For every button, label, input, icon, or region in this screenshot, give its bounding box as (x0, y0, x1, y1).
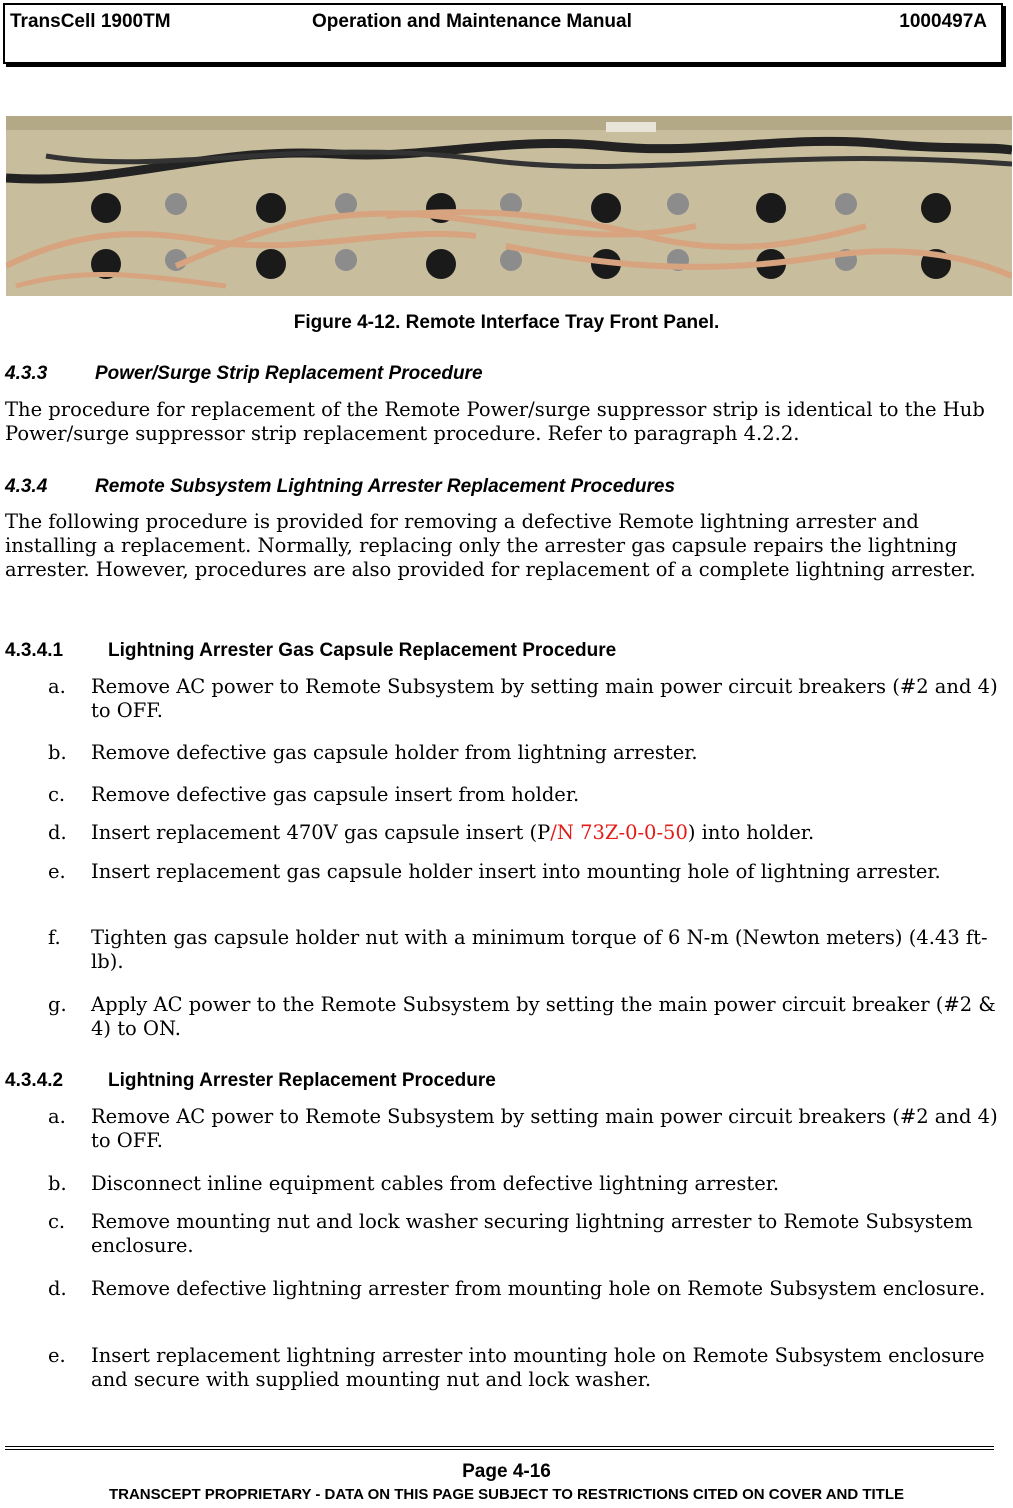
header-manual-title: Operation and Maintenance Manual (312, 11, 632, 32)
footer-rule (5, 1449, 994, 1450)
section-heading-4-3-3 (5, 363, 483, 385)
section-heading-4-3-4 (5, 476, 675, 498)
footer-rule (5, 1446, 994, 1447)
section-title: Power/Surge Strip Replacement Procedure (95, 363, 483, 384)
header-doc-number: 1000497A (899, 11, 987, 32)
section-title: Lightning Arrester Replacement Procedure (108, 1070, 496, 1091)
section-title: Remote Subsystem Lightning Arrester Replacement Procedures (95, 476, 676, 497)
list-item: c. Remove defective gas capsule insert from holder. (48, 783, 580, 806)
list-item: e. Insert replacement lightning arrester into mounting hole on Remote Subsystem enclosure and secure with supplied mounting nut and lock washer. (48, 1344, 985, 1391)
proprietary-notice: TRANSCEPT PROPRIETARY - DATA ON THIS PAGE SUBJECT TO RESTRICTIONS CITED ON COVER AND TITLE (108, 1486, 905, 1503)
list-item: f. Tighten gas capsule holder nut with a minimum torque of 6 N-m (Newton meters) (4.43 ft-lb). (48, 926, 988, 973)
page-header (3, 3, 1003, 64)
part-number: /N 73Z-0-0-50 (550, 821, 688, 844)
section-number: 4.3.4.2 (5, 1070, 64, 1091)
section-title: Lightning Arrester Gas Capsule Replacement Procedure (108, 640, 617, 661)
section-number: 4.3.4 (5, 476, 48, 497)
page-number: Page 4-16 (462, 1461, 551, 1482)
section-4-3-3-text: The procedure for replacement of the Remote Power/surge suppressor strip is identical to the Hub Power/surge suppressor strip replacement procedure. Refer to paragraph 4.2.2. (5, 398, 985, 445)
section-4-3-4-text: The following procedure is provided for removing a defective Remote lightning arrester and installing a replacement. Normally, replacing only the arrester gas capsule repairs the lightning arrester. However, procedures are also provided for replacement of a complete lightning arrester. (5, 510, 976, 581)
list-item: b. Remove defective gas capsule holder from lightning arrester. (48, 741, 698, 764)
section-number: 4.3.4.1 (5, 640, 64, 661)
list-item: b. Disconnect inline equipment cables from defective lightning arrester. (48, 1172, 780, 1195)
section-heading-4-3-4-2 (5, 1070, 496, 1092)
section-number: 4.3.3 (5, 363, 48, 384)
list-item: g. Apply AC power to the Remote Subsystem by setting the main power circuit breaker (#2 & 4) to ON. (48, 993, 996, 1040)
list-item: e. Insert replacement gas capsule holder insert into mounting hole of lightning arrester. (48, 860, 941, 883)
list-item: c. Remove mounting nut and lock washer securing lightning arrester to Remote Subsystem enclosure. (48, 1210, 973, 1257)
list-item: d. Remove defective lightning arrester from mounting hole on Remote Subsystem enclosure. (48, 1277, 986, 1300)
list-item: d. Insert replacement 470V gas capsule insert (P/N 73Z-0-0-50) into holder. (48, 821, 815, 844)
list-item: a. Remove AC power to Remote Subsystem by setting main power circuit breakers (#2 and 4) to OFF. (48, 675, 998, 722)
header-product: TransCell 1900TM (10, 11, 171, 32)
section-heading-4-3-4-1 (5, 640, 616, 662)
list-item: a. Remove AC power to Remote Subsystem by setting main power circuit breakers (#2 and 4) to OFF. (48, 1105, 998, 1152)
figure-caption: Figure 4-12. Remote Interface Tray Front Panel. (293, 312, 720, 333)
remote-interface-tray-photo (6, 116, 1012, 296)
